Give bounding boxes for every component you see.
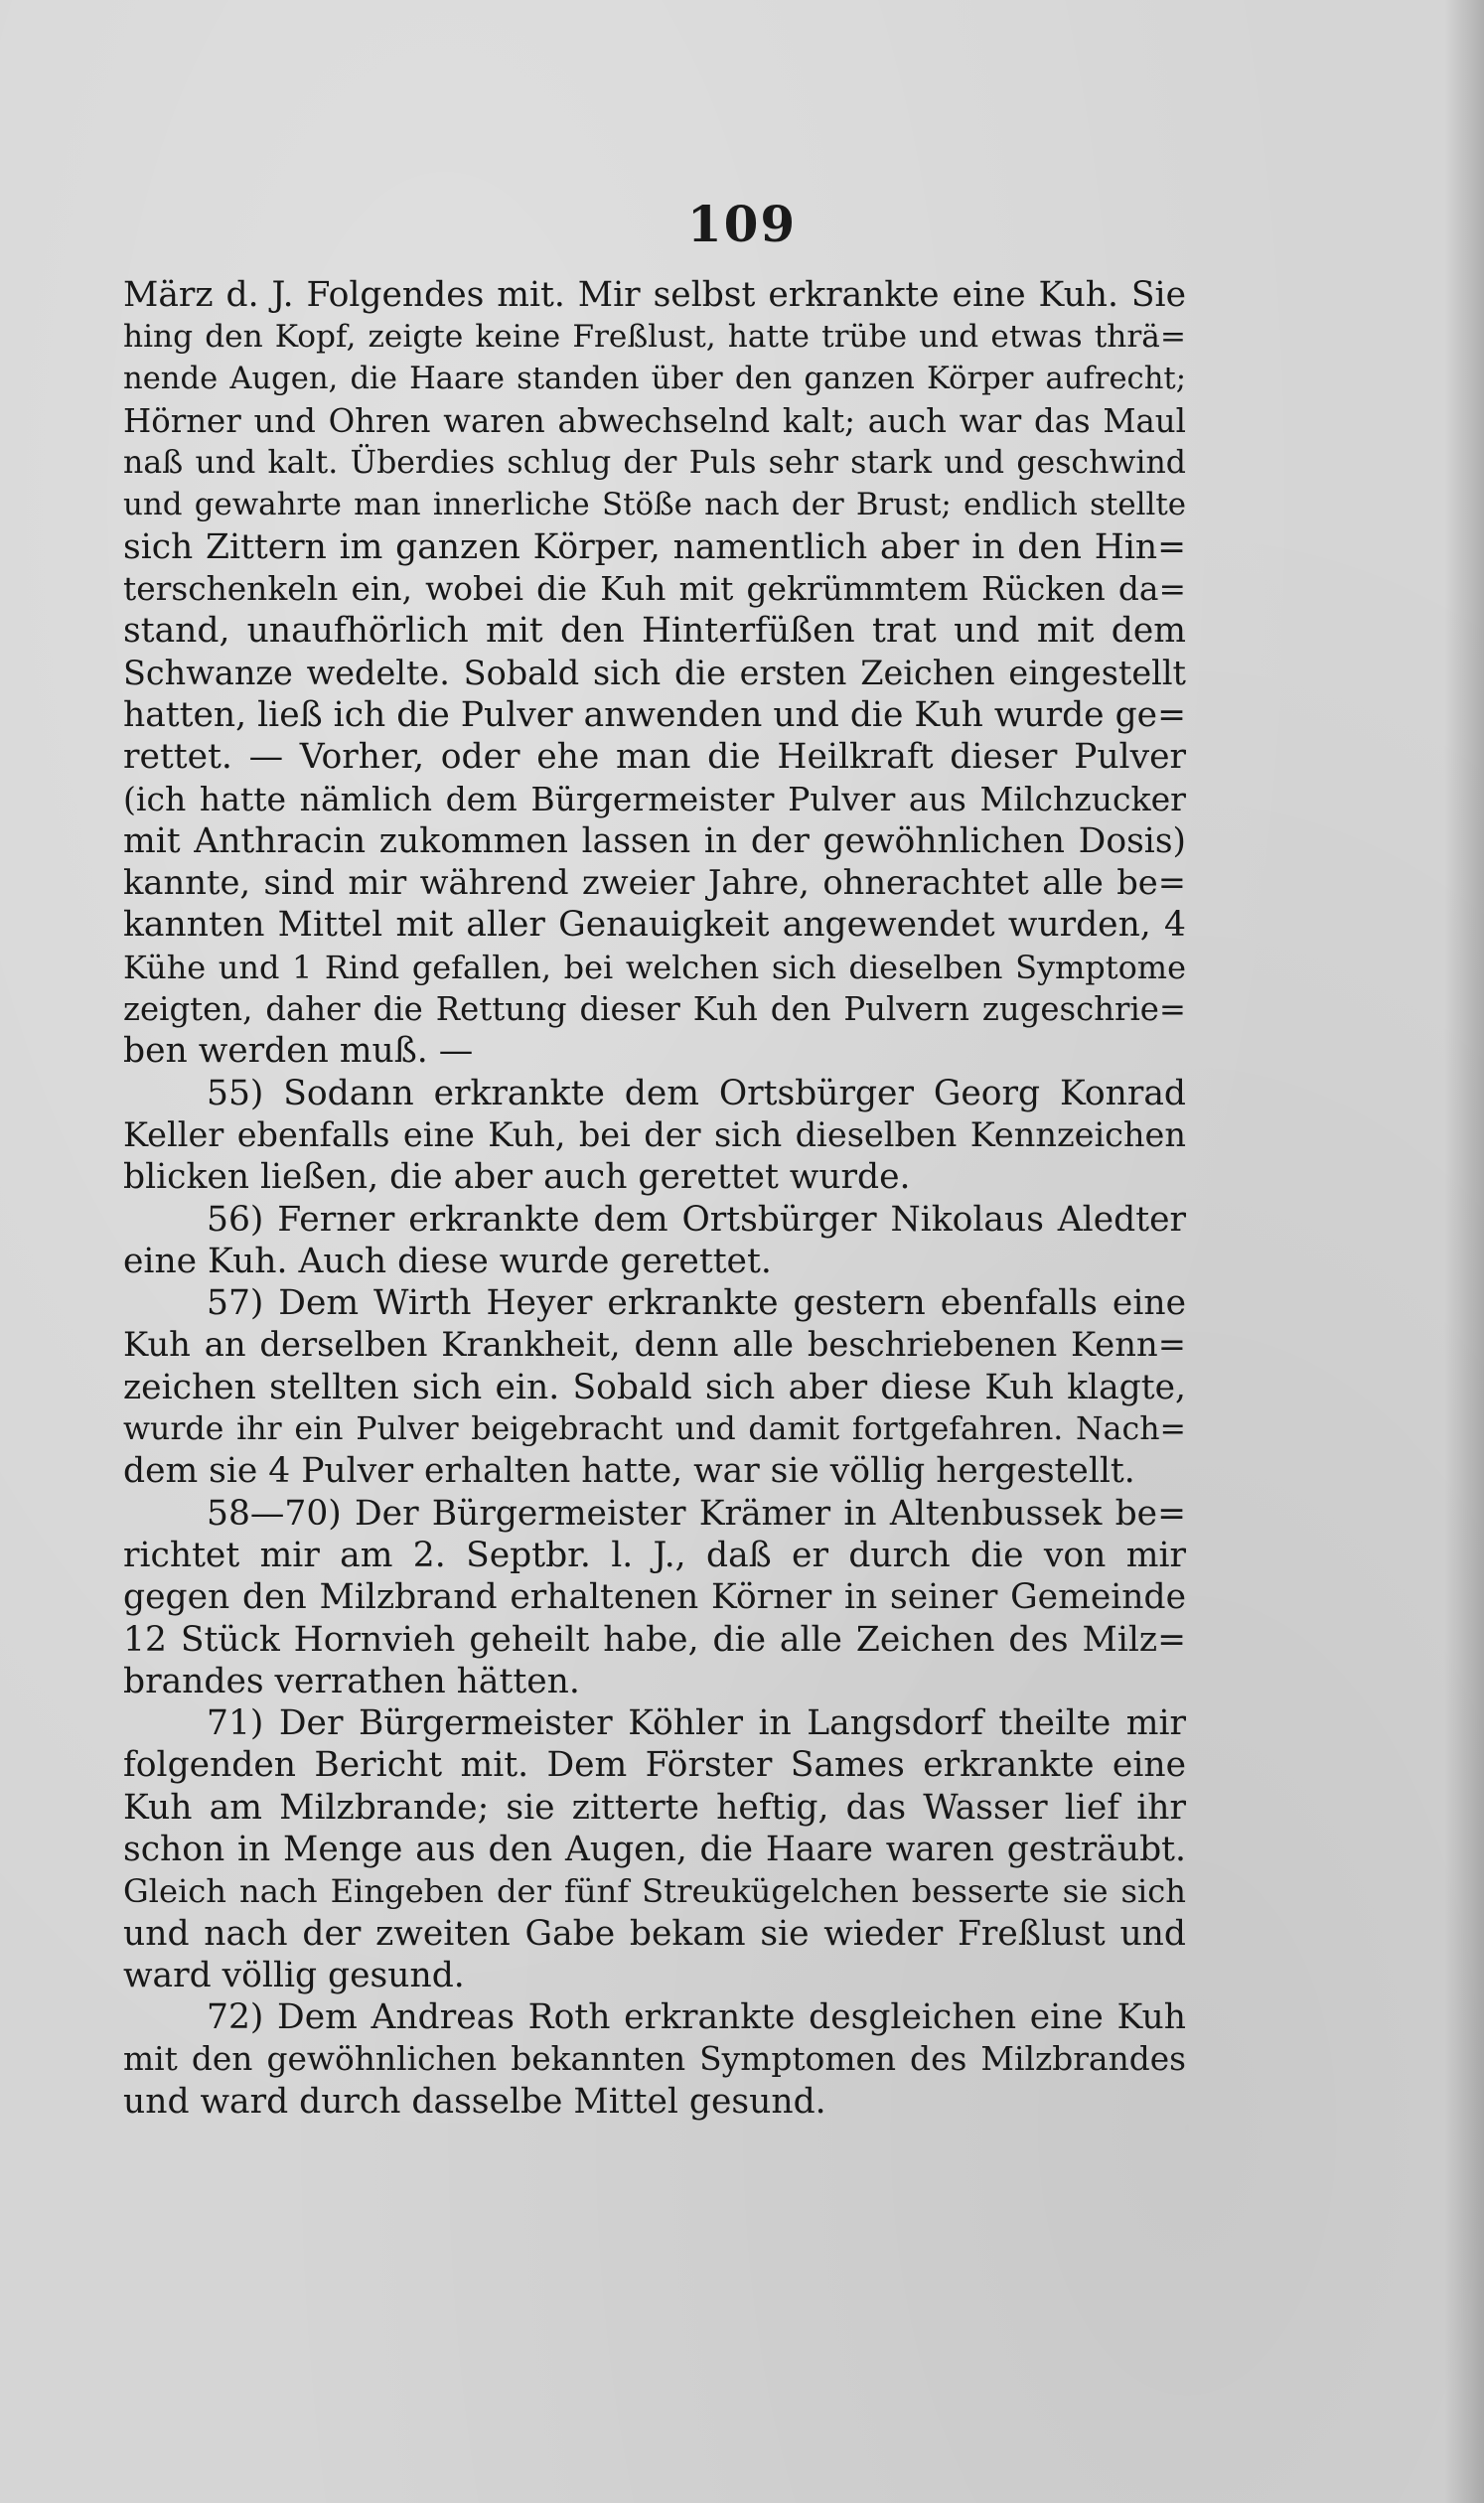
text-line: rettet. — Vorher, oder ehe man die Heilkraft dieser Pulver bbox=[123, 737, 1186, 778]
text-line: Hörner und Ohren waren abwechselnd kalt; auch war das Maul bbox=[123, 401, 1186, 440]
text-line: 71) Der Bürgermeister Köhler in Langsdorf theilte mir bbox=[207, 1703, 1186, 1744]
text-line: schon in Menge aus den Augen, die Haare waren gesträubt. bbox=[123, 1829, 1186, 1869]
text-line: mit den gewöhnlichen bekannten Symptomen des Milzbrandes bbox=[123, 2040, 1186, 2079]
page-edge-shadow bbox=[1444, 0, 1484, 2503]
text-line: wurde ihr ein Pulver beigebracht und damit fortgefahren. Nach= bbox=[123, 1411, 1186, 1448]
text-line: Keller ebenfalls eine Kuh, bei der sich dieselben Kennzeichen bbox=[123, 1114, 1186, 1154]
text-line: 55) Sodann erkrankte dem Ortsbürger Georg Konrad bbox=[207, 1073, 1186, 1113]
text-line: hing den Kopf, zeigte keine Freßlust, hatte trübe und etwas thrä= bbox=[123, 319, 1186, 356]
text-line: 57) Dem Wirth Heyer erkrankte gestern ebenfalls eine bbox=[207, 1283, 1186, 1324]
text-line: ben werden muß. — bbox=[123, 1031, 474, 1072]
text-line: naß und kalt. Überdies schlug der Puls sehr stark und geschwind bbox=[123, 445, 1186, 482]
text-line: Gleich nach Eingeben der fünf Streukügelchen besserte sie sich bbox=[123, 1872, 1186, 1911]
text-line: kannten Mittel mit aller Genauigkeit angewendet wurden, 4 bbox=[123, 905, 1186, 946]
text-line: Kuh an derselben Krankheit, denn alle beschriebenen Kenn= bbox=[123, 1325, 1186, 1365]
text-line: blicken ließen, die aber auch gerettet wurde. bbox=[123, 1157, 911, 1198]
text-line: hatten, ließ ich die Pulver anwenden und die Kuh wurde ge= bbox=[123, 694, 1186, 735]
text-line: richtet mir am 2. Septbr. l. J., daß er durch die von mir bbox=[123, 1535, 1186, 1575]
text-line: ward völlig gesund. bbox=[123, 1955, 465, 1995]
text-line: sich Zittern im ganzen Körper, namentlich aber in den Hin= bbox=[123, 526, 1186, 567]
text-line: eine Kuh. Auch diese wurde gerettet. bbox=[123, 1241, 772, 1281]
text-line: 56) Ferner erkrankte dem Ortsbürger Nikolaus Aledter bbox=[207, 1199, 1186, 1240]
text-line: 58—70) Der Bürgermeister Krämer in Altenbussek be= bbox=[207, 1493, 1186, 1534]
body-text bbox=[123, 274, 1186, 2123]
text-line: stand, unaufhörlich mit den Hinterfüßen trat und mit dem bbox=[123, 611, 1186, 652]
page-number: 109 bbox=[686, 195, 798, 253]
text-line: dem sie 4 Pulver erhalten hatte, war sie völlig hergestellt. bbox=[123, 1451, 1135, 1492]
text-line: nende Augen, die Haare standen über den ganzen Körper aufrecht; bbox=[123, 361, 1186, 396]
text-line: brandes verrathen hätten. bbox=[123, 1661, 580, 1701]
text-line: 72) Dem Andreas Roth erkrankte desgleichen eine Kuh bbox=[207, 1997, 1186, 2038]
text-line: und gewahrte man innerliche Stöße nach der Brust; endlich stellte bbox=[123, 487, 1186, 523]
text-line: gegen den Milzbrand erhaltenen Körner in seiner Gemeinde bbox=[123, 1577, 1186, 1618]
text-line: (ich hatte nämlich dem Bürgermeister Pulver aus Milchzucker bbox=[123, 779, 1186, 818]
text-line: 12 Stück Hornvieh geheilt habe, die alle Zeichen des Milz= bbox=[123, 1619, 1186, 1660]
text-line: Schwanze wedelte. Sobald sich die ersten Zeichen eingestellt bbox=[123, 653, 1186, 692]
text-line: zeigten, daher die Rettung dieser Kuh den Pulvern zugeschrie= bbox=[123, 990, 1186, 1029]
text-line: kannte, sind mir während zweier Jahre, ohnerachtet alle be= bbox=[123, 863, 1186, 903]
text-line: Kühe und 1 Rind gefallen, bei welchen sich dieselben Symptome bbox=[123, 948, 1186, 986]
text-line: Kuh am Milzbrande; sie zitterte heftig, das Wasser lief ihr bbox=[123, 1787, 1186, 1828]
text-line: März d. J. Folgendes mit. Mir selbst erkrankte eine Kuh. Sie bbox=[123, 275, 1186, 315]
text-line: folgenden Bericht mit. Dem Förster Sames erkrankte eine bbox=[123, 1745, 1186, 1786]
text-line: mit Anthracin zukommen lassen in der gewöhnlichen Dosis) bbox=[123, 820, 1186, 861]
text-line: terschenkeln ein, wobei die Kuh mit gekrümmtem Rücken da= bbox=[123, 570, 1186, 609]
text-line: und ward durch dasselbe Mittel gesund. bbox=[123, 2081, 826, 2122]
text-line: zeichen stellten sich ein. Sobald sich aber diese Kuh klagte, bbox=[123, 1367, 1186, 1407]
text-line: und nach der zweiten Gabe bekam sie wieder Freßlust und bbox=[123, 1913, 1186, 1954]
